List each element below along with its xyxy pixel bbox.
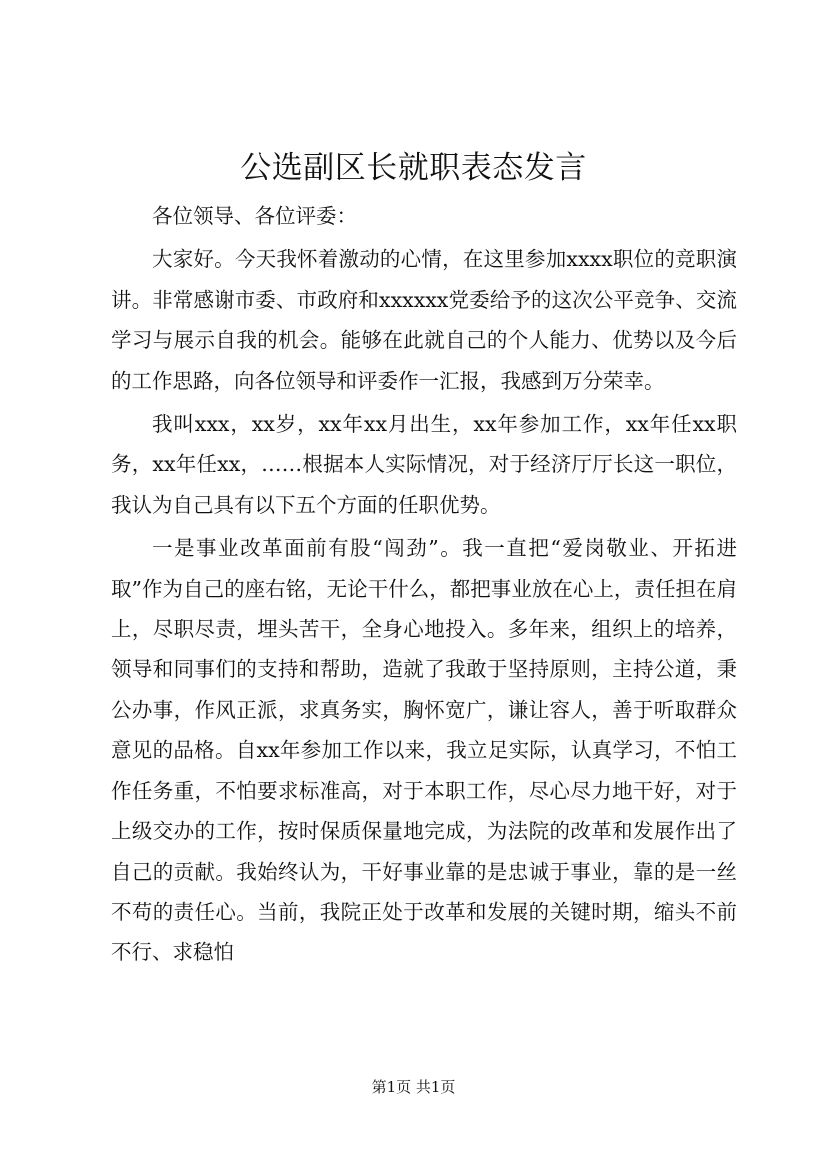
body-paragraph: 一是事业改革面前有股“闯劲”。我一直把“爱岗敬业、开拓进取”作为自己的座右铭，无论干什么，都把事业放在心上，责任担在肩上，尽职尽责，埋头苦干，全身心地投入。多年来，组织上的培养，领导和同事们的支持和帮助，造就了我敢于坚持原则，主持公道，秉公办事，作风正派，求真务实，胸怀宽广，谦让容人，善于听取群众意见的品格。自xx年参加工作以来，我立足实际，认真学习，不怕工作任务重，不怕要求标准高，对于本职工作，尽心尽力地干好，对于上级交办的工作，按时保质保量地完成，为法院的改革和发展作出了自己的贡献。我始终认为，干好事业靠的是忠诚于事业，靠的是一丝不苟的责任心。当前，我院正处于改革和发展的关键时期，缩头不前不行、求稳怕 xyxy=(111,536,737,965)
document-body xyxy=(111,196,737,973)
document-title: 公选副区长就职表态发言 xyxy=(240,150,587,186)
body-paragraph: 大家好。今天我怀着激动的心情，在这里参加xxxx职位的竞职演讲。非常感谢市委、市政府和xxxxxx党委给予的这次公平竞争、交流学习与展示自我的机会。能够在此就自己的个人能力、优势以及今后的工作思路，向各位领导和评委作一汇报，我感到万分荣幸。 xyxy=(111,247,737,393)
greeting-paragraph: 各位领导、各位评委： xyxy=(152,204,357,228)
page-footer: 第1页 共1页 xyxy=(371,1078,456,1096)
body-paragraph: 我叫xxx，xx岁，xx年xx月出生，xx年参加工作，xx年任xx职务，xx年任xx，……根据本人实际情况，对于经济厅厅长这一职位，我认为自己具有以下五个方面的任职优势。 xyxy=(111,412,737,517)
